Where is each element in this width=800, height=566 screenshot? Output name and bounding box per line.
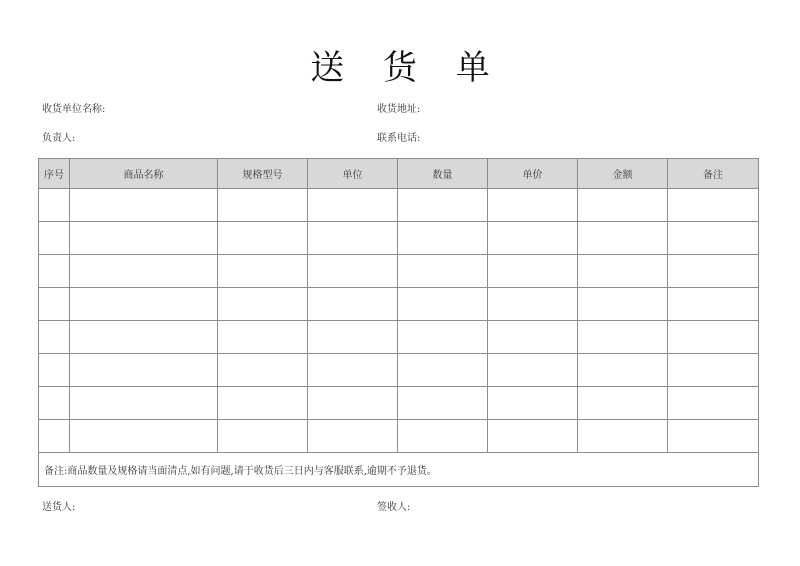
- table-cell[interactable]: [218, 387, 308, 420]
- header-remarks: 备注: [668, 159, 759, 189]
- table-cell[interactable]: [39, 189, 70, 222]
- table-cell[interactable]: [218, 420, 308, 453]
- table-cell[interactable]: [70, 420, 218, 453]
- table-row: [39, 255, 759, 288]
- document-title: 送 货 单: [310, 48, 504, 88]
- table-cell[interactable]: [488, 189, 578, 222]
- table-cell[interactable]: [398, 189, 488, 222]
- table-cell[interactable]: [398, 288, 488, 321]
- table-cell[interactable]: [398, 387, 488, 420]
- header-unit: 单位: [308, 159, 398, 189]
- table-cell[interactable]: [70, 387, 218, 420]
- contact-phone-label: 联系电话:: [377, 133, 421, 144]
- signer-label: 签收人:: [377, 502, 411, 513]
- header-quantity: 数量: [398, 159, 488, 189]
- table-cell[interactable]: [70, 222, 218, 255]
- table-cell[interactable]: [39, 354, 70, 387]
- table-header-row: [39, 159, 759, 189]
- table-cell[interactable]: [70, 255, 218, 288]
- table-cell[interactable]: [578, 255, 668, 288]
- table-row: [39, 189, 759, 222]
- header-amount: 金额: [578, 159, 668, 189]
- table-row: [39, 387, 759, 420]
- table-cell[interactable]: [39, 288, 70, 321]
- table-cell[interactable]: [668, 420, 759, 453]
- table-cell[interactable]: [218, 288, 308, 321]
- delivery-table: [38, 158, 759, 487]
- table-cell[interactable]: [578, 354, 668, 387]
- receiving-unit-label: 收货单位名称:: [42, 104, 106, 115]
- table-cell[interactable]: [488, 255, 578, 288]
- table-row: [39, 321, 759, 354]
- table-cell[interactable]: [218, 255, 308, 288]
- table-cell[interactable]: [39, 321, 70, 354]
- header-product-name: 商品名称: [70, 159, 218, 189]
- table-cell[interactable]: [308, 420, 398, 453]
- table-cell[interactable]: [39, 222, 70, 255]
- table-cell[interactable]: [70, 189, 218, 222]
- header-unit-price: 单价: [488, 159, 578, 189]
- table-row: [39, 222, 759, 255]
- deliverer-label: 送货人:: [42, 502, 76, 513]
- table-cell[interactable]: [488, 387, 578, 420]
- table-cell[interactable]: [308, 387, 398, 420]
- table-cell[interactable]: [218, 321, 308, 354]
- table-cell[interactable]: [668, 189, 759, 222]
- table-cell[interactable]: [398, 255, 488, 288]
- table-cell[interactable]: [218, 354, 308, 387]
- table-cell[interactable]: [488, 222, 578, 255]
- table-note-row: [39, 453, 759, 487]
- table-cell[interactable]: [308, 321, 398, 354]
- table-cell[interactable]: [218, 189, 308, 222]
- table-cell[interactable]: [308, 255, 398, 288]
- table-cell[interactable]: [70, 321, 218, 354]
- table-cell[interactable]: [578, 222, 668, 255]
- header-index: 序号: [39, 159, 70, 189]
- table-cell[interactable]: [488, 420, 578, 453]
- table-row: [39, 288, 759, 321]
- table-cell[interactable]: [398, 354, 488, 387]
- table-cell[interactable]: [668, 288, 759, 321]
- receiving-address-label: 收货地址:: [377, 104, 421, 115]
- table-cell[interactable]: [218, 222, 308, 255]
- table-cell[interactable]: [488, 288, 578, 321]
- table-row: [39, 420, 759, 453]
- table-cell[interactable]: [668, 387, 759, 420]
- table-cell[interactable]: [488, 321, 578, 354]
- person-in-charge-label: 负责人:: [42, 133, 76, 144]
- table-cell[interactable]: [578, 387, 668, 420]
- table-cell[interactable]: [398, 420, 488, 453]
- table-cell[interactable]: [578, 288, 668, 321]
- table-cell[interactable]: [668, 321, 759, 354]
- table-cell[interactable]: [39, 420, 70, 453]
- table-cell[interactable]: [668, 354, 759, 387]
- table-cell[interactable]: [488, 354, 578, 387]
- table-cell[interactable]: [70, 354, 218, 387]
- table-cell[interactable]: [70, 288, 218, 321]
- table-cell[interactable]: [308, 222, 398, 255]
- table-cell[interactable]: [398, 321, 488, 354]
- table-cell[interactable]: [398, 222, 488, 255]
- table-cell[interactable]: [308, 354, 398, 387]
- table-cell[interactable]: [578, 189, 668, 222]
- header-specification: 规格型号: [218, 159, 308, 189]
- table-cell[interactable]: [308, 189, 398, 222]
- table-cell[interactable]: [578, 420, 668, 453]
- table-cell[interactable]: [578, 321, 668, 354]
- table-cell[interactable]: [668, 255, 759, 288]
- table-body: [39, 189, 759, 487]
- table-cell[interactable]: [308, 288, 398, 321]
- table-cell[interactable]: [39, 255, 70, 288]
- table-cell[interactable]: [39, 387, 70, 420]
- table-cell[interactable]: [668, 222, 759, 255]
- table-row: [39, 354, 759, 387]
- table-note: 备注:商品数量及规格请当面清点,如有问题,请于收货后三日内与客服联系,逾期不予退货。: [39, 453, 759, 487]
